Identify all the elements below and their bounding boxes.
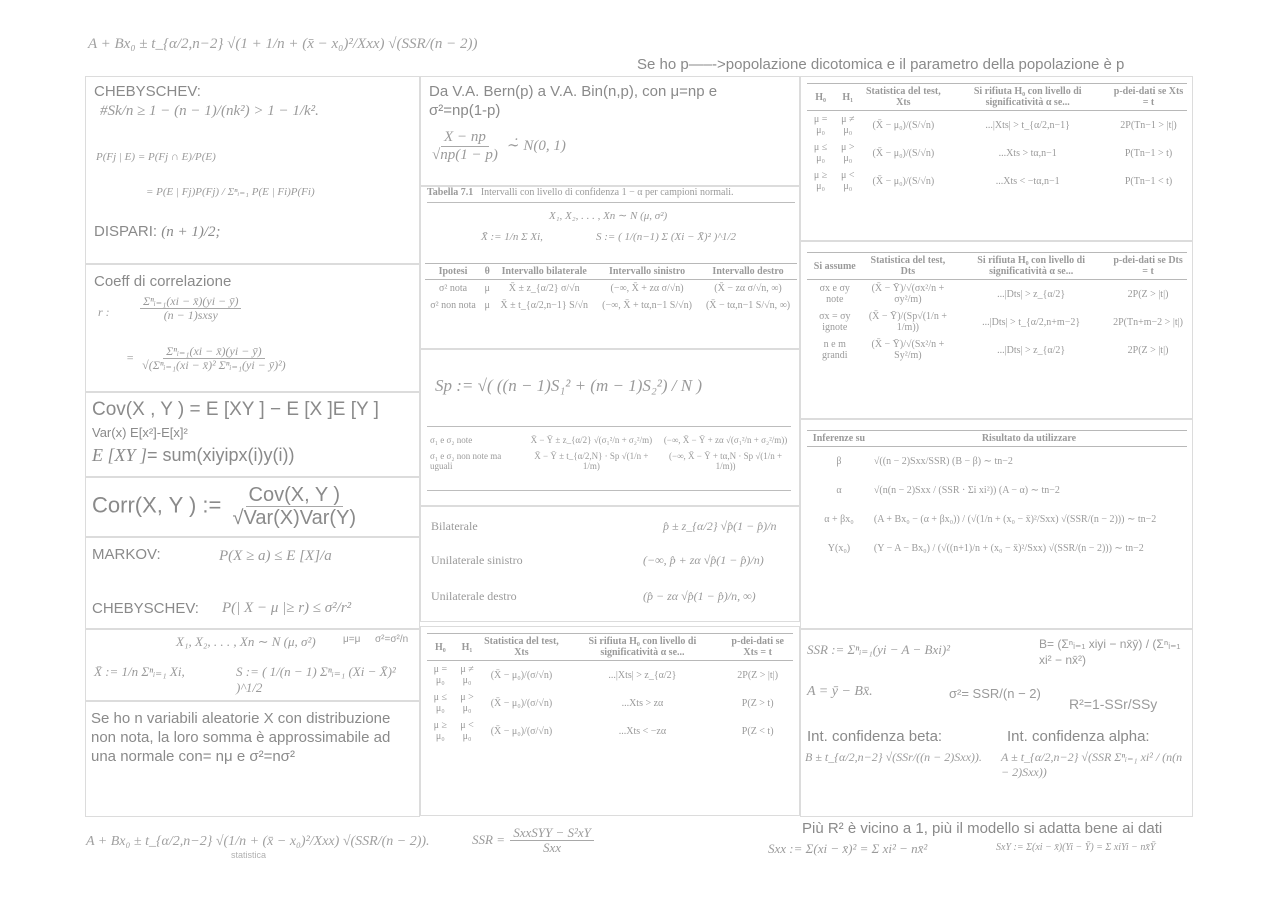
chebyschev-title: CHEBYSCHEV:	[94, 83, 201, 100]
bilaterale-label: Bilaterale	[431, 519, 478, 533]
beta-ci-formula: B ± t_{α/2,n−2} √(SSr/((n − 2)Sxx)).	[805, 750, 982, 764]
b-estimator: B= (Σⁿᵢ₌₁ xiyi − nx̄ȳ) / (Σⁿᵢ₌₁ xi² − nx̄²)	[1039, 637, 1181, 667]
table-7-1	[420, 186, 800, 349]
top-right-note: Se ho p—–->popolazione dicotomica e il parametro della popolazione è p	[637, 56, 1125, 73]
markov-box	[85, 537, 420, 629]
table-7-1-grid: Ipotesi θ Intervallo bilaterale Intervallo sinistro Intervallo destro σ² nota μ X̄ ± z_{α/2} σ/√n (−∞, X̄ + zα σ/√n) (X̄ − zα σ/√n, ∞) σ² non nota μ X̄ ± t_{α/2,n−1} S/√n (−∞, X̄ + tα,n−1 S/√n) (X̄ − tα,n−1 S/√n, ∞)	[425, 263, 797, 314]
sample-mu: μ=μ	[343, 634, 361, 645]
sample-stats-box	[85, 629, 420, 701]
bottom-left-subscript: statistica	[231, 850, 267, 860]
r-squared: R²=1-SSr/SSy	[1069, 696, 1158, 712]
a-estimator: A = ȳ − Bx̄.	[807, 684, 873, 699]
z-test-table: H₀ H₁ Statistica del test, Xts Si rifiuta H₀ con livello di significatività α se... p-dei-dati se Xts = t μ = μ₀ μ ≠ μ₀ (X̄ − μ₀)/(σ/√n) ...|Xts| > z_{α/2} 2P(Z > |t|) μ ≤ μ₀ μ > μ₀ (X̄ − μ₀)/(σ/√n) ...Xts > zα P(Z > t) μ ≥ μ₀ μ < μ₀ (X̄ − μ₀)/(σ/√n) ...Xts < −zα P(Z < t)	[427, 633, 793, 745]
proportion-box	[420, 506, 800, 622]
pooled-std-table	[427, 432, 793, 474]
sample-sigma: σ²=σ²/n	[375, 634, 409, 645]
correlation-box	[85, 264, 420, 392]
table-row: σ₁ e σ₂ non note ma uguali X̄ − Ȳ ± t_{α/2,N} · Sp √(1/n + 1/m) (−∞, X̄ − Ȳ + tα,N · Sp √(1/n + 1/m))	[430, 451, 783, 471]
bilaterale-formula: p̂ ± z_{α/2} √p̂(1 − p̂)/n	[663, 519, 777, 533]
z-test-box	[420, 626, 800, 816]
chebyschev-label-2: CHEBYSCHEV:	[92, 600, 199, 617]
table-7-1-caption: Tabella 7.1 Intervalli con livello di confidenza 1 − α per campioni normali.	[427, 187, 734, 198]
sample-std: S := ( 1/(n − 1) Σⁿᵢ₌₁ (Xi − X̄)² )^1/2	[236, 664, 396, 695]
two-sample-table: Si assume Statistica del test, Dts Si rifiuta H₀ con livello di significatività α se... p-dei-dati se Dts = t σx e σy note (X̄ − Ȳ)/√(σx²/n + σy²/m) ...|Dts| > z_{α/2} 2P(Z > |t|) σx = σy ignote (X̄ − Ȳ)/(Sp√(1/n + 1/m)) ...|Dts| > t_{α/2,n+m−2} 2P(Tn+m−2 > |t|) n e m grandi (X̄ − Ȳ)/√(Sx²/n + Sy²/m) ...|Dts| > z_{α/2} 2P(Z > |t|)	[807, 252, 1187, 364]
table-row: μ = μ₀ μ ≠ μ₀ (X̄ − μ₀)/(S/√n) ...|Xts| > t_{α/2,n−1} 2P(Tn−1 > |t|)	[813, 114, 1177, 136]
table-row: μ ≤ μ₀ μ > μ₀ (X̄ − μ₀)/(S/√n) ...Xts > tα,n−1 P(Tn−1 > t)	[813, 142, 1173, 164]
t-test-table: H₀ H₁ Statistica del test, Xts Si rifiuta H₀ con livello di significatività α se... p-dei-dati se Xts = t μ = μ₀ μ ≠ μ₀ (X̄ − μ₀)/(S/√n) ...|Xts| > t_{α/2,n−1} 2P(Tn−1 > |t|) μ ≤ μ₀ μ > μ₀ (X̄ − μ₀)/(S/√n) ...Xts > tα,n−1 P(Tn−1 > t) μ ≥ μ₀ μ < μ₀ (X̄ − μ₀)/(S/√n) ...Xts < −tα,n−1 P(Tn−1 < t)	[807, 83, 1187, 195]
table-row: μ ≥ μ₀ μ < μ₀ (X̄ − μ₀)/(σ/√n) ...Xts < −zα P(Z < t)	[433, 720, 774, 742]
covariance-line: Cov(X , Y ) = E [XY ] − E [X ]E [Y ]	[92, 399, 379, 420]
unilaterale-destro-label: Unilaterale destro	[431, 589, 517, 603]
table-row: σ₁ e σ₂ note X̄ − Ȳ ± z_{α/2} √(σ₁²/n + σ₂²/m) (−∞, X̄ − Ȳ + zα √(σ₁²/n + σ₂²/m))	[430, 435, 788, 445]
ss-box	[800, 629, 1193, 817]
chebyschev-box	[85, 76, 420, 264]
table-row: n e m grandi (X̄ − Ȳ)/√(Sx²/n + Sy²/m) ...|Dts| > z_{α/2} 2P(Z > |t|)	[822, 339, 1169, 361]
pooled-std-box	[420, 349, 800, 506]
alpha-ci-title: Int. confidenza alpha:	[1007, 728, 1150, 745]
markov-label: MARKOV:	[92, 546, 161, 563]
table-row: μ ≥ μ₀ μ < μ₀ (X̄ − μ₀)/(S/√n) ...Xts < −tα,n−1 P(Tn−1 < t)	[813, 170, 1173, 192]
r-formula-1: Σⁿᵢ₌₁(xi − x̄)(yi − ȳ) (n − 1)sxsy	[138, 295, 243, 322]
unilaterale-destro-formula: (p̂ − zα √p̂(1 − p̂)/n, ∞)	[643, 589, 756, 603]
sample-mean: X̄ := 1/n Σⁿᵢ₌₁ Xi,	[94, 664, 185, 679]
pooled-std-formula: Sp := √( ((n − 1)S₁² + (m − 1)S₂²) / N )	[435, 376, 703, 395]
dispari-label: DISPARI: (n + 1)/2;	[94, 223, 221, 240]
ssr-definition: SSR := Σⁿᵢ₌₁(yi − A − Bxi)²	[807, 642, 951, 657]
sxy-formula: SxY := Σ(xi − x̄)(Yi − Ȳ) = Σ xiYi − nx̄Ȳ	[996, 842, 1156, 853]
table-row: β √((n − 2)Sxx/SSR) (B − β) ∼ tn−2	[836, 456, 1013, 467]
variance-line: Var(x) E[x²]-E[x]²	[92, 425, 188, 440]
bernoulli-line-2: σ²=np(1-p)	[429, 102, 501, 119]
clt-box	[85, 701, 420, 817]
chebyschev-inequality: #Sk/n ≥ 1 − (n − 1)/(nk²) > 1 − 1/k².	[100, 103, 319, 119]
beta-ci-title: Int. confidenza beta:	[807, 728, 943, 745]
table-row: μ = μ₀ μ ≠ μ₀ (X̄ − μ₀)/(σ/√n) ...|Xts| > z_{α/2} 2P(Z > |t|)	[433, 664, 779, 686]
expectation-xy-line: E [XY ]= sum(xiyipx(i)y(i))	[92, 445, 295, 465]
bernoulli-box	[420, 76, 800, 186]
markov-formula: P(X ≥ a) ≤ E [X]/a	[219, 548, 332, 564]
r-label: r :	[98, 305, 110, 319]
corr-formula: Corr(X, Y ) := Cov(X, Y ) √Var(X)Var(Y)	[92, 484, 357, 529]
bottom-left-formula: A + Bx₀ ± t_{α/2,n−2} √(1/n + (x̄ − x₀)²/Xxx) √(SSR/(n − 2)).	[86, 834, 430, 849]
regression-inference-box	[800, 419, 1193, 629]
dispari-value: (n + 1)/2;	[161, 224, 221, 240]
table-7-1-mean: X̄ := 1/n Σ Xi,	[481, 231, 543, 243]
table-row: σx = σy ignote (X̄ − Ȳ)/(Sp√(1/n + 1/m)) ...|Dts| > t_{α/2,n+m−2} 2P(Tn+m−2 > |t|)	[819, 311, 1183, 333]
normal-approx-formula: $\frac{X - np}{√np(1 - p)}$ ∼̇ N(0, 1)	[432, 129, 566, 163]
bayes-line-1: P(Fj | E) = P(Fj ∩ E)/P(E)	[96, 151, 216, 163]
ssr-formula-bottom: SSR = SxxSYY − S²xY Sxx	[472, 826, 596, 856]
covariance-box	[85, 392, 420, 477]
sample-distribution: X₁, X₂, . . . , Xn ∼ N (μ, σ²)	[176, 634, 316, 649]
table-row: α √(n(n − 2)Sxx / (SSR · Σi xi²)) (A − α) ∼ tn−2	[836, 485, 1060, 496]
sigma-estimator: σ²= SSR/(n − 2)	[949, 686, 1041, 701]
t-test-box	[800, 76, 1193, 241]
regression-inference-table: Inferenze su Risultato da utilizzare β √((n − 2)Sxx/SSR) (B − β) ∼ tn−2 α √(n(n − 2)Sxx / (SSR · Σi xi²)) (A − α) ∼ tn−2 α + βx₀ (A + Bx₀ − (α + βx₀)) / (√(1/n + (x₀ − x̄)²/Sxx) √(SSR/(n − 2))) ∼ tn−2 Y(x₀) (Y − A − Bx₀) / (√((n+1)/n + (x₀ − x̄)²/Sxx) √(SSR/(n − 2))) ∼ tn−2	[807, 430, 1187, 563]
table-row: μ ≤ μ₀ μ > μ₀ (X̄ − μ₀)/(σ/√n) ...Xts > zα P(Z > t)	[433, 692, 774, 714]
table-row: σ² nota μ X̄ ± z_{α/2} σ/√n (−∞, X̄ + zα σ/√n) (X̄ − zα σ/√n, ∞)	[438, 283, 782, 294]
correlation-title: Coeff di correlazione	[94, 273, 232, 290]
chebyschev-formula-2: P(| X − μ |≥ r) ≤ σ²/r²	[222, 600, 352, 616]
sxx-formula: Sxx := Σ(xi − x̄)² = Σ xi² − nx̄²	[768, 841, 928, 856]
bayes-line-2: = P(E | Fj)P(Fj) / Σⁿᵢ₌₁ P(E | Fi)P(Fi)	[146, 186, 315, 198]
unilaterale-sinistro-formula: (−∞, p̂ + zα √p̂(1 − p̂)/n)	[643, 553, 764, 567]
clt-text: Se ho n variabili aleatorie X con distribuzione non nota, la loro somma è approssimabile ad una normale con= nμ e σ²=nσ²	[91, 710, 391, 765]
top-formula: A + Bx₀ ± t_{α/2,n−2} √(1 + 1/n + (x̄ − x₀)²/Xxx) √(SSR/(n − 2))	[88, 36, 478, 52]
table-7-1-std: S := ( 1/(n−1) Σ (Xi − X̄)² )^1/2	[596, 231, 736, 243]
two-sample-box	[800, 241, 1193, 419]
corr-formula-box	[85, 477, 420, 537]
table-7-1-dist: X₁, X₂, . . . , Xn ∼ N (μ, σ²)	[549, 210, 668, 222]
alpha-ci-formula: A ± t_{α/2,n−2} √(SSR Σⁿᵢ₌₁ xi² / (n(n − 2)Sxx))	[1001, 750, 1183, 779]
r-formula-2: = Σⁿᵢ₌₁(xi − x̄)(yi − ȳ) √(Σⁿᵢ₌₁(xi − x̄)² Σⁿᵢ₌₁(yi − ȳ)²)	[126, 344, 286, 373]
table-row: α + βx₀ (A + Bx₀ − (α + βx₀)) / (√(1/n + (x₀ − x̄)²/Sxx) √(SSR/(n − 2))) ∼ tn−2	[824, 514, 1157, 525]
unilaterale-sinistro-label: Unilaterale sinistro	[431, 553, 523, 567]
r-squared-note: Più R² è vicino a 1, più il modello si adatta bene ai dati	[802, 820, 1163, 837]
table-row: σ² non nota μ X̄ ± t_{α/2,n−1} S/√n (−∞, X̄ + tα,n−1 S/√n) (X̄ − tα,n−1 S/√n, ∞)	[430, 300, 791, 311]
table-row: σx e σy note (X̄ − Ȳ)/√(σx²/n + σy²/m) ...|Dts| > z_{α/2} 2P(Z > |t|)	[819, 283, 1169, 305]
table-row: Y(x₀) (Y − A − Bx₀) / (√((n+1)/n + (x₀ − x̄)²/Sxx) √(SSR/(n − 2))) ∼ tn−2	[827, 543, 1144, 554]
bernoulli-line-1: Da V.A. Bern(p) a V.A. Bin(n,p), con μ=np e	[429, 83, 718, 100]
